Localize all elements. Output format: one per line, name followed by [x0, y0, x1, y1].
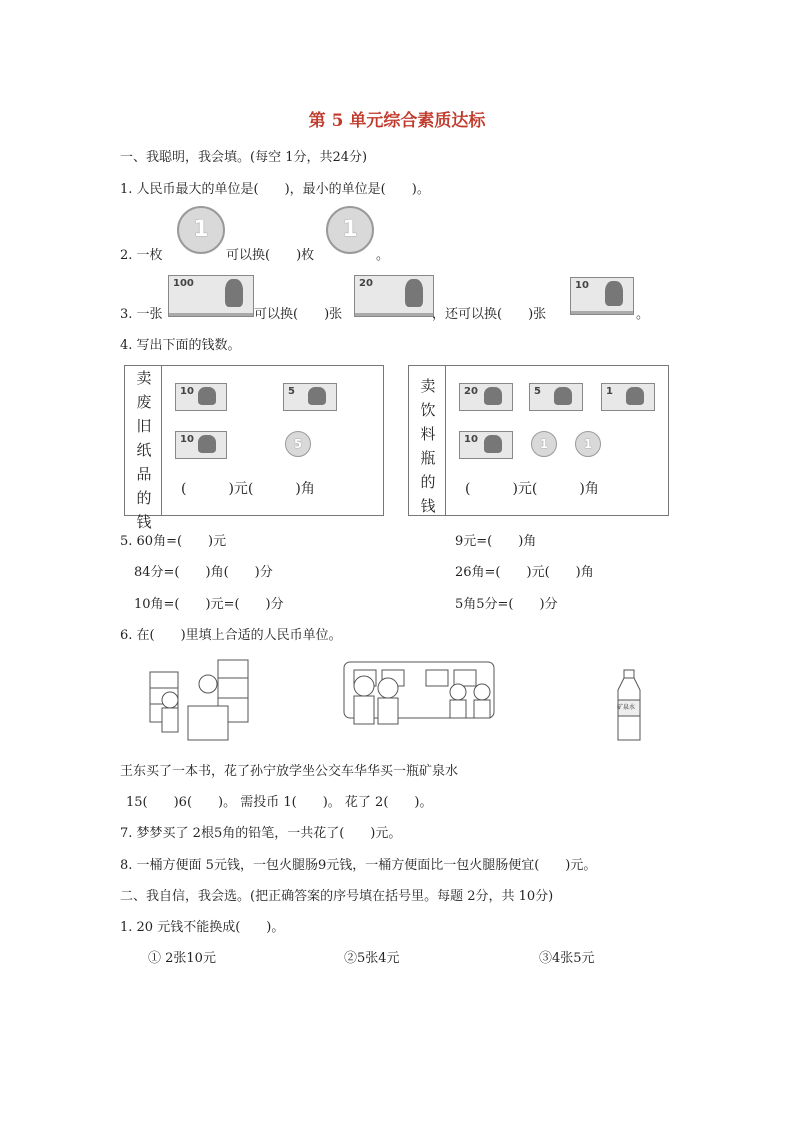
twenty-yuan-note-icon [354, 275, 434, 317]
question-3-prefix: 3. 一张 [120, 307, 163, 322]
question-2-middle: 可以换( )枚 [226, 248, 315, 263]
question-1: 1. 人民币最大的单位是( )，最小的单位是( )。 [120, 182, 430, 197]
question-6-captions: 王东买了一本书，花了孙宁放学坐公交车华华买一瓶矿泉水 [120, 764, 459, 779]
portrait-icon [605, 281, 623, 306]
one-yuan-coin-icon: 1 [177, 206, 225, 254]
box-2-label: 卖 饮 料 瓶 的 钱 [420, 377, 436, 515]
question-5-row-3-right: 5角5分=( )分 [455, 597, 558, 612]
money-box-bottles [408, 365, 669, 516]
ten-yuan-note-icon: 10 [175, 431, 227, 459]
hundred-yuan-note-icon [168, 275, 254, 317]
bookstore-illustration [148, 658, 252, 744]
section-1-heading: 一、我聪明，我会填。(每空 1分，共24分) [120, 150, 368, 165]
option-3[interactable]: ③4张5元 [539, 951, 595, 966]
ten-yuan-note-icon [570, 277, 634, 315]
note-value: 20 [359, 278, 373, 289]
ten-yuan-note-icon: 10 [459, 431, 513, 459]
section-2-question-1: 1. 20 元钱不能换成( )。 [120, 920, 285, 935]
question-5-row-3-left: 10角=( )元=( )分 [134, 597, 284, 612]
one-jiao-coin-icon: 1 [575, 431, 601, 457]
portrait-icon [405, 279, 423, 307]
five-yuan-note-icon: 5 [283, 383, 337, 411]
question-6: 6. 在( )里填上合适的人民币单位。 [120, 628, 342, 643]
box-2-answer: ( )元( )角 [465, 481, 599, 497]
one-yuan-coin-icon: 1 [531, 431, 557, 457]
bus-illustration [340, 658, 500, 740]
note-value: 10 [575, 280, 589, 291]
option-2[interactable]: ②5张4元 [344, 951, 400, 966]
box-1-label: 卖 废 旧 纸 品 的 钱 [136, 369, 152, 531]
question-6-answers: 15( )6( )。 需投币 1( )。 花了 2( )。 [126, 795, 433, 810]
question-2-suffix: 。 [376, 248, 390, 263]
question-2-prefix: 2. 一枚 [120, 248, 163, 263]
one-yuan-note-icon: 1 [601, 383, 655, 411]
bottle-label: 矿泉水 [617, 704, 636, 711]
section-2-heading: 二、我自信，我会选。(把正确答案的序号填在括号里。每题 2分，共 10分) [120, 889, 554, 904]
question-3-suffix: 。 [636, 307, 650, 322]
box-1-answer: ( )元( )角 [181, 481, 315, 497]
twenty-yuan-note-icon: 20 [459, 383, 513, 411]
portrait-icon [225, 279, 243, 307]
option-1[interactable]: ① 2张10元 [148, 951, 216, 966]
five-yuan-note-icon: 5 [529, 383, 583, 411]
page-title: 第 5 单元综合素质达标 [308, 111, 486, 131]
money-box-paper [124, 365, 384, 531]
question-3-middle: 可以换( )张 [254, 307, 343, 322]
question-8: 8. 一桶方便面 5元钱，一包火腿肠9元钱，一桶方便面比一包火腿肠便宜( )元。 [120, 858, 597, 873]
question-5-row-1-right: 9元=( )角 [455, 534, 537, 549]
five-jiao-coin-icon: 5 [285, 431, 311, 457]
question-5-row-1-left: 5. 60角=( )元 [120, 534, 227, 549]
note-value: 100 [173, 278, 194, 289]
question-7: 7. 梦梦买了 2根5角的铅笔，一共花了( )元。 [120, 826, 402, 841]
question-5-row-2-right: 26角=( )元( )角 [455, 565, 594, 580]
ten-yuan-note-icon: 10 [175, 383, 227, 411]
question-3-tail: ，还可以换( )张 [432, 307, 547, 322]
one-jiao-coin-icon: 1 [326, 206, 374, 254]
question-4: 4. 写出下面的钱数。 [120, 338, 241, 353]
question-5-row-2-left: 84分=( )角( )分 [134, 565, 273, 580]
